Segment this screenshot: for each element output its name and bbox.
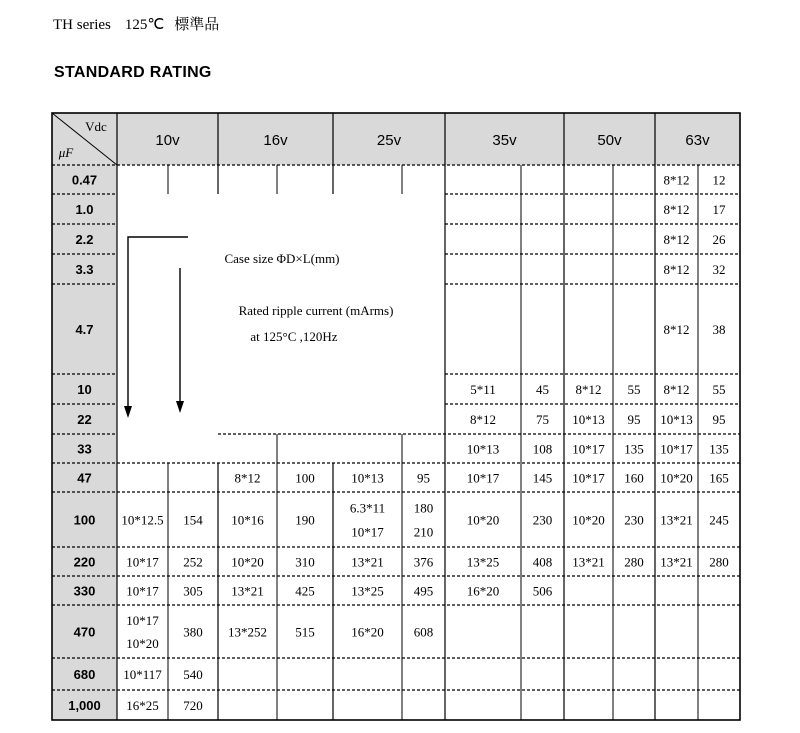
- case-size-value: 8*12: [575, 382, 602, 397]
- ripple-current-value: 12: [712, 172, 726, 188]
- case-size-value: 6.3*11: [349, 500, 386, 516]
- ripple-current-value: 100: [295, 470, 315, 486]
- ripple-current-value: 720: [183, 698, 203, 713]
- ripple-current-value: 540: [183, 667, 203, 682]
- capacitance-label: 470: [73, 624, 96, 640]
- capacitance-label: 10: [77, 382, 92, 397]
- case-size-value: 10*20: [466, 512, 500, 528]
- case-size-value: 16*20: [466, 583, 500, 599]
- voltage-header-50v: 50v: [597, 132, 622, 149]
- case-size-value: 8*12: [663, 232, 690, 247]
- ripple-current-value: 26: [712, 232, 726, 247]
- ripple-current-value: 145: [532, 470, 553, 486]
- case-size-value: 8*12: [663, 202, 690, 217]
- ripple-current-value: 38: [712, 322, 726, 337]
- case-size-value: 8*12: [663, 382, 690, 397]
- ripple-legend-label-line1: Rated ripple current (mArms): [238, 303, 394, 318]
- ripple-current-value: 75: [536, 412, 549, 427]
- ripple-current-value: 160: [624, 470, 644, 486]
- corner-voltage-label: Vdc: [85, 119, 107, 134]
- legend-area: [118, 166, 445, 434]
- case-size-value: 8*12: [234, 470, 261, 486]
- ripple-current-value: 252: [183, 554, 203, 570]
- case-size-value: 16*20: [351, 624, 384, 640]
- case-size-value: 8*12: [663, 172, 690, 188]
- capacitance-label: 2.2: [75, 232, 94, 247]
- case-size-value: 13*21: [351, 554, 384, 570]
- capacitance-label: 220: [73, 554, 96, 570]
- case-size-value: 10*17: [351, 524, 384, 540]
- case-size-value: 10*17: [660, 441, 693, 457]
- ripple-current-value: 495: [413, 583, 434, 599]
- case-size-legend-label: Case size ΦD×L(mm): [224, 251, 340, 266]
- ripple-current-value: 310: [295, 554, 315, 570]
- series-temperature: 125℃: [124, 17, 165, 33]
- ripple-current-value: 135: [624, 441, 644, 457]
- voltage-header-25v: 25v: [376, 132, 402, 149]
- ripple-current-value: 95: [712, 412, 726, 427]
- ripple-current-value: 608: [413, 624, 434, 640]
- case-size-value: 13*25: [351, 583, 384, 599]
- case-size-value: 10*13: [660, 412, 693, 427]
- case-size-value: 10*17: [126, 583, 159, 599]
- ripple-current-value: 32: [712, 262, 726, 277]
- case-size-value: 10*13: [466, 441, 500, 457]
- case-size-value: 10*12.5: [121, 512, 164, 528]
- ripple-current-value: 425: [295, 583, 315, 599]
- ripple-current-value: 245: [709, 512, 729, 528]
- ripple-current-value: 280: [624, 554, 644, 570]
- case-size-value: 10*16: [231, 512, 264, 528]
- ripple-current-value: 408: [532, 554, 553, 570]
- ripple-current-value: 95: [417, 470, 430, 486]
- ripple-current-value: 165: [709, 470, 729, 486]
- ripple-current-value: 210: [413, 524, 434, 540]
- ripple-current-value: 380: [183, 624, 203, 640]
- capacitance-label: 22: [77, 412, 92, 427]
- ripple-current-value: 154: [183, 512, 203, 528]
- capacitance-label: 47: [77, 470, 92, 486]
- case-size-value: 10*13: [572, 412, 605, 427]
- capacitance-label: 4.7: [75, 322, 94, 337]
- series-grade: 標準品: [174, 17, 220, 33]
- ripple-current-value: 230: [532, 512, 553, 528]
- voltage-header-63v: 63v: [685, 132, 710, 149]
- case-size-value: 5*11: [470, 382, 496, 397]
- legend-area-extension: [118, 435, 218, 463]
- case-size-value: 13*252: [228, 624, 267, 640]
- section-title: STANDARD RATING: [54, 64, 212, 81]
- ripple-current-value: 55: [627, 382, 641, 397]
- capacitance-label: 1.0: [75, 202, 94, 217]
- ripple-current-value: 506: [532, 583, 553, 599]
- ripple-current-value: 305: [183, 583, 203, 599]
- capacitance-label: 680: [73, 667, 96, 682]
- ripple-current-value: 95: [627, 412, 641, 427]
- ripple-current-value: 515: [295, 624, 315, 640]
- ripple-current-value: 55: [712, 382, 726, 397]
- case-size-value: 10*20: [572, 512, 605, 528]
- voltage-header-10v: 10v: [155, 132, 180, 149]
- case-size-value: 13*21: [660, 554, 693, 570]
- case-size-value: 13*21: [660, 512, 693, 528]
- case-size-value: 13*25: [466, 554, 500, 570]
- ripple-current-value: 180: [413, 500, 434, 516]
- ripple-current-value: 45: [536, 382, 549, 397]
- corner-capacitance-label: μF: [58, 145, 74, 160]
- case-size-value: 10*13: [351, 470, 384, 486]
- ripple-current-value: 190: [295, 512, 315, 528]
- ripple-current-value: 17: [712, 202, 726, 217]
- case-size-value: 13*21: [231, 583, 264, 599]
- case-size-value: 10*17: [126, 612, 159, 628]
- case-size-value: 10*17: [466, 470, 500, 486]
- ripple-current-value: 376: [413, 554, 434, 570]
- capacitance-label: 1,000: [68, 698, 101, 713]
- case-size-value: 8*12: [663, 322, 690, 337]
- capacitance-label: 3.3: [75, 262, 94, 277]
- case-size-value: 10*17: [126, 554, 159, 570]
- ripple-current-value: 135: [709, 441, 729, 457]
- capacitance-label: 330: [73, 583, 96, 599]
- capacitance-label: 33: [77, 441, 92, 457]
- voltage-header-35v: 35v: [492, 132, 517, 149]
- capacitance-label: 100: [73, 512, 96, 528]
- case-size-value: 10*20: [126, 636, 159, 652]
- case-size-value: 13*21: [572, 554, 605, 570]
- case-size-value: 16*25: [126, 698, 159, 713]
- case-size-value: 10*20: [660, 470, 693, 486]
- case-size-value: 10*117: [123, 667, 162, 682]
- voltage-header-16v: 16v: [263, 132, 288, 149]
- case-size-value: 8*12: [663, 262, 690, 277]
- capacitance-label: 0.47: [71, 172, 98, 188]
- case-size-value: 10*20: [231, 554, 264, 570]
- case-size-value: 10*17: [572, 441, 605, 457]
- ripple-current-value: 108: [532, 441, 553, 457]
- ripple-current-value: 230: [624, 512, 644, 528]
- ripple-current-value: 280: [709, 554, 729, 570]
- series-name: TH series: [53, 17, 111, 33]
- ripple-legend-label-line2: at 125°C ,120Hz: [250, 329, 338, 344]
- case-size-value: 8*12: [470, 412, 496, 427]
- case-size-value: 10*17: [572, 470, 605, 486]
